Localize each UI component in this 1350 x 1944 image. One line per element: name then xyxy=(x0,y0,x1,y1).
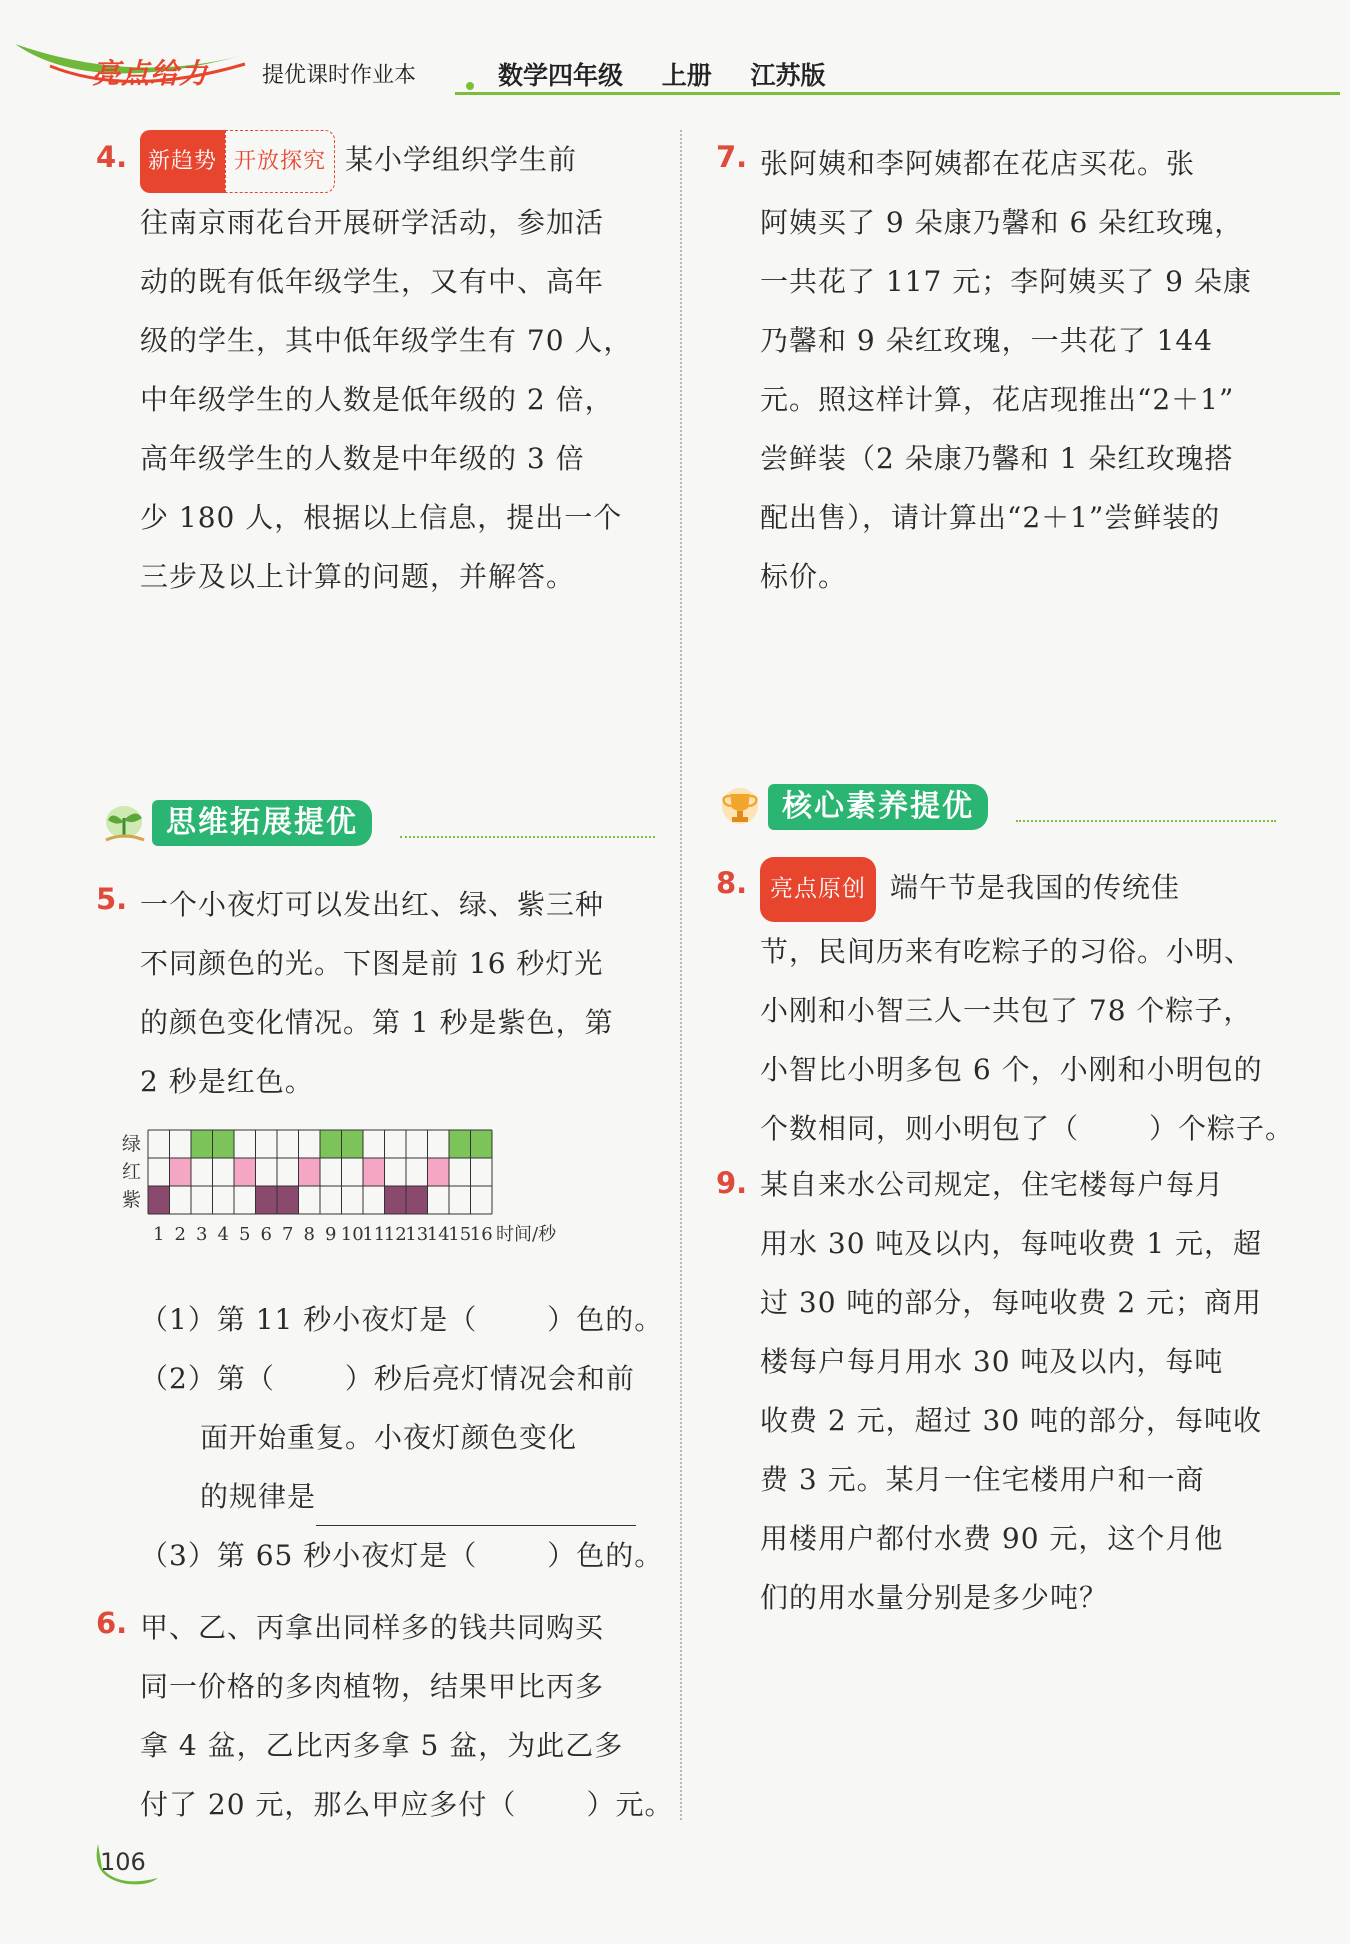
sprout-icon xyxy=(100,800,150,846)
section-thinking-title: 思维拓展提优 xyxy=(152,800,372,846)
section-thinking-rule xyxy=(400,836,655,838)
q5-sub2-c: 面开始重复。小夜灯颜色变化 xyxy=(200,1421,578,1454)
q7-line: 张阿姨和李阿姨都在花店买花。张 xyxy=(760,147,1196,180)
row-label: 紫 xyxy=(122,1189,142,1212)
q5-line: 2 秒是红色。 xyxy=(140,1065,314,1098)
q5-sub2-b: ）秒后亮灯情况会和前 xyxy=(344,1362,635,1395)
q4-line: 中年级学生的人数是低年级的 2 倍， xyxy=(140,383,614,416)
tick-label: 2 xyxy=(174,1224,186,1245)
trophy-icon xyxy=(716,784,766,830)
section-core-title: 核心素养提优 xyxy=(768,784,988,830)
tick-label: 13 xyxy=(405,1224,429,1245)
q5-text xyxy=(140,875,614,1111)
tick-label: 8 xyxy=(303,1224,315,1245)
tick-label: 3 xyxy=(196,1224,208,1245)
q5-line: 的颜色变化情况。第 1 秒是紫色，第 xyxy=(140,1006,614,1039)
tick-label: 14 xyxy=(426,1224,450,1245)
q5-sub1-a: （1）第 11 秒小夜灯是（ xyxy=(140,1303,478,1336)
q6-last-a: 付了 20 元，那么甲应多付（ xyxy=(140,1788,517,1821)
tick-label: 4 xyxy=(217,1224,229,1245)
lamp-cell-红-2 xyxy=(170,1158,192,1186)
q8-line: 节，民间历来有吃粽子的习俗。小明、 xyxy=(760,935,1254,968)
q6-number: 6. xyxy=(96,1606,128,1640)
page-number: 106 xyxy=(100,1848,146,1876)
lamp-cell-紫-6 xyxy=(256,1186,278,1214)
q9-number: 9. xyxy=(716,1166,748,1200)
lamp-cell-绿-15 xyxy=(449,1130,471,1158)
header-subject: 数学四年级 xyxy=(498,61,624,90)
tick-label: 15 xyxy=(448,1224,472,1245)
q8-line: 小刚和小智三人一共包了 78 个粽子， xyxy=(760,994,1253,1027)
q6-text xyxy=(140,1598,673,1834)
header-info xyxy=(498,56,855,92)
lamp-cell-紫-13 xyxy=(406,1186,428,1214)
q5-rule-answer-line[interactable] xyxy=(316,1495,636,1526)
q9-line: 某自来水公司规定，住宅楼每户每月 xyxy=(760,1168,1225,1201)
brand-title: 亮点给力 xyxy=(92,57,209,90)
q6-line: 拿 4 盆，乙比丙多拿 5 盆，为此乙多 xyxy=(140,1729,624,1762)
q6-last-b: ）元。 xyxy=(586,1788,674,1821)
q4-line: 三步及以上计算的问题，并解答。 xyxy=(140,560,576,593)
q4-line: 某小学组织学生前 xyxy=(345,143,578,176)
section-core-rule xyxy=(1016,820,1276,822)
header-rule xyxy=(455,92,1340,95)
header-dot xyxy=(466,82,474,90)
column-divider xyxy=(680,130,682,1820)
section-thinking xyxy=(100,800,660,846)
q9-line: 过 30 吨的部分，每吨收费 2 元；商用 xyxy=(760,1286,1263,1319)
q5-sub2-d: 的规律是 xyxy=(200,1480,317,1513)
q5-sub3-b: ）色的。 xyxy=(547,1539,664,1572)
lamp-cell-绿-4 xyxy=(213,1130,235,1158)
q8-last-b: ）个粽子。 xyxy=(1149,1112,1295,1145)
header-edition: 江苏版 xyxy=(750,61,826,90)
tick-label: 12 xyxy=(383,1224,407,1245)
q5-subquestions xyxy=(140,1290,663,1585)
q5-sub2-a: （2）第（ xyxy=(140,1362,275,1395)
lamp-cell-红-5 xyxy=(234,1158,256,1186)
q4-number: 4. xyxy=(96,140,128,174)
lamp-cell-紫-12 xyxy=(385,1186,407,1214)
header-volume: 上册 xyxy=(661,61,712,90)
lamp-cell-红-8 xyxy=(299,1158,321,1186)
lamp-color-chart xyxy=(120,1120,680,1290)
q4-line: 级的学生，其中低年级学生有 70 人， xyxy=(140,324,633,357)
tick-label: 1 xyxy=(153,1224,165,1245)
lamp-cell-绿-16 xyxy=(471,1130,493,1158)
section-core xyxy=(716,784,1276,830)
q9-line: 费 3 元。某月一住宅楼用户和一商 xyxy=(760,1463,1205,1496)
q5-line: 不同颜色的光。下图是前 16 秒灯光 xyxy=(140,947,604,980)
tick-label: 7 xyxy=(282,1224,294,1245)
q9-text xyxy=(760,1155,1262,1627)
q9-line: 用楼用户都付水费 90 元，这个月他 xyxy=(760,1522,1224,1555)
q7-line: 元。照这样计算，花店现推出“2＋1” xyxy=(760,383,1235,416)
q9-line: 收费 2 元，超过 30 吨的部分，每吨收 xyxy=(760,1404,1263,1437)
q4-tag-new: 新趋势 xyxy=(140,130,225,193)
q7-line: 一共花了 117 元；李阿姨买了 9 朵康 xyxy=(760,265,1252,298)
q7-line: 阿姨买了 9 朵康乃馨和 6 朵红玫瑰， xyxy=(760,206,1244,239)
q9-line: 用水 30 吨及以内，每吨收费 1 元，超 xyxy=(760,1227,1263,1260)
q4-line: 高年级学生的人数是中年级的 3 倍 xyxy=(140,442,585,475)
q4-tag-open: 开放探究 xyxy=(225,130,335,193)
q4-line: 往南京雨花台开展研学活动，参加活 xyxy=(140,206,605,239)
q8-line: 端午节是我国的传统佳 xyxy=(890,871,1181,904)
q6-line: 甲、乙、丙拿出同样多的钱共同购买 xyxy=(140,1611,605,1644)
tick-label: 10 xyxy=(340,1224,364,1245)
lamp-cell-紫-1 xyxy=(148,1186,170,1214)
q7-line: 乃馨和 9 朵红玫瑰，一共花了 144 xyxy=(760,324,1213,357)
lamp-cell-绿-3 xyxy=(191,1130,213,1158)
q5-sub1-b: ）色的。 xyxy=(547,1303,664,1336)
tick-label: 5 xyxy=(239,1224,251,1245)
q7-line: 标价。 xyxy=(760,560,848,593)
tick-label: 6 xyxy=(260,1224,272,1245)
lamp-cell-红-11 xyxy=(363,1158,385,1186)
q9-line: 们的用水量分别是多少吨？ xyxy=(760,1581,1109,1614)
tick-label: 11 xyxy=(362,1224,386,1245)
q8-tag-original: 亮点原创 xyxy=(760,857,876,922)
q5-number: 5. xyxy=(96,882,128,916)
lamp-cell-绿-9 xyxy=(320,1130,342,1158)
q5-sub3-a: （3）第 65 秒小夜灯是（ xyxy=(140,1539,478,1572)
q5-line: 一个小夜灯可以发出红、绿、紫三种 xyxy=(140,888,605,921)
q4-line: 动的既有低年级学生，又有中、高年 xyxy=(140,265,605,298)
tick-label: 9 xyxy=(325,1224,337,1245)
q9-line: 楼每户每月用水 30 吨及以内，每吨 xyxy=(760,1345,1224,1378)
lamp-cell-紫-7 xyxy=(277,1186,299,1214)
x-axis-label: 时间/秒 xyxy=(496,1224,557,1245)
row-label: 红 xyxy=(122,1161,142,1184)
q8-last-a: 个数相同，则小明包了（ xyxy=(760,1112,1080,1145)
brand-subtitle: 提优课时作业本 xyxy=(262,63,417,88)
q8-text xyxy=(760,857,1294,1158)
tick-label: 16 xyxy=(469,1224,493,1245)
q6-line: 同一价格的多肉植物，结果甲比丙多 xyxy=(140,1670,605,1703)
lamp-cell-红-14 xyxy=(428,1158,450,1186)
q8-line: 小智比小明多包 6 个，小刚和小明包的 xyxy=(760,1053,1263,1086)
row-label: 绿 xyxy=(122,1133,142,1156)
lamp-cell-绿-10 xyxy=(342,1130,364,1158)
q8-number: 8. xyxy=(716,866,748,900)
q7-line: 配出售），请计算出“2＋1”尝鲜装的 xyxy=(760,501,1221,534)
q4-text xyxy=(140,130,632,606)
q7-line: 尝鲜装（2 朵康乃馨和 1 朵红玫瑰搭 xyxy=(760,442,1234,475)
q4-line: 少 180 人，根据以上信息，提出一个 xyxy=(140,501,623,534)
q7-text xyxy=(760,134,1252,606)
q7-number: 7. xyxy=(716,140,748,174)
